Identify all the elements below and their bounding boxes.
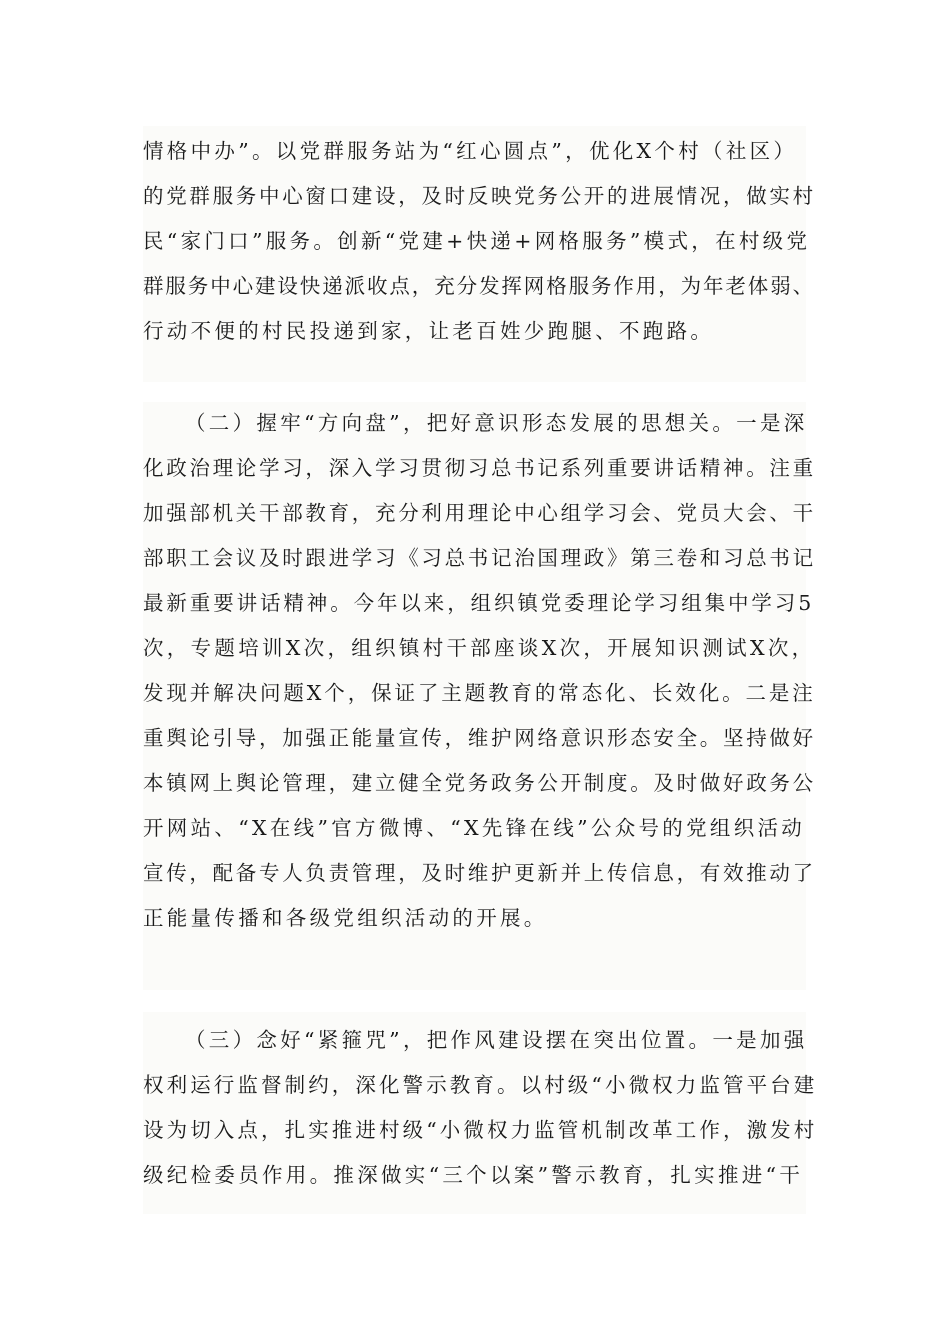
paragraph-block-1	[143, 126, 816, 382]
text-line: 权利运行监督制约，深化警示教育。以村级“小微权力监管平台建	[143, 1073, 818, 1097]
text-line: 最新重要讲话精神。今年以来，组织镇党委理论学习组集中学习5	[143, 591, 815, 615]
text-line: 化政治理论学习，深入学习贯彻习总书记系列重要讲话精神。注重	[143, 456, 816, 480]
text-line: 宣传，配备专人负责管理，及时维护更新并上传信息，有效推动了	[143, 861, 816, 885]
text-line: 正能量传播和各级党组织活动的开展。	[143, 906, 548, 930]
text-line: 次，专题培训X次，组织镇村干部座谈X次，开展知识测试X次，	[143, 636, 816, 660]
text-line: 设为切入点，扎实推进村级“小微权力监管机制改革工作，激发村	[143, 1118, 818, 1142]
text-line: 群服务中心建设快递派收点，充分发挥网格服务作用，为年老体弱、	[143, 274, 815, 298]
text-line: 本镇网上舆论管理，建立健全党务政务公开制度。及时做好政务公	[143, 771, 816, 795]
text-line: 行动不便的村民投递到家，让老百姓少跑腿、不跑路。	[143, 319, 715, 343]
paragraph-block-3	[143, 1012, 818, 1214]
text-line: 级纪检委员作用。推深做实“三个以案”警示教育，扎实推进“干	[143, 1163, 804, 1187]
text-line: 部职工会议及时跟进学习《习总书记治国理政》第三卷和习总书记	[143, 546, 816, 570]
text-line: 开网站、“X在线”官方微博、“X先锋在线”公众号的党组织活动	[143, 816, 806, 840]
text-line: 情格中办”。以党群服务站为“红心圆点”，优化X个村（社区）	[143, 139, 798, 163]
text-line: 加强部机关干部教育，充分利用理论中心组学习会、党员大会、干	[143, 501, 816, 525]
section-heading-line: （三）念好“紧箍咒”，把作风建设摆在突出位置。一是加强	[185, 1028, 808, 1052]
text-line: 发现并解决问题X个，保证了主题教育的常态化、长效化。二是注	[143, 681, 816, 705]
paragraph-block-2	[143, 402, 816, 990]
text-line: 重舆论引导，加强正能量宣传，维护网络意识形态安全。坚持做好	[143, 726, 816, 750]
text-line: 民“家门口”服务。创新“党建+快递+网格服务”模式，在村级党	[143, 229, 811, 253]
section-heading-line: （二）握牢“方向盘”，把好意识形态发展的思想关。一是深	[185, 411, 808, 435]
text-line: 的党群服务中心窗口建设，及时反映党务公开的进展情况，做实村	[143, 184, 816, 208]
